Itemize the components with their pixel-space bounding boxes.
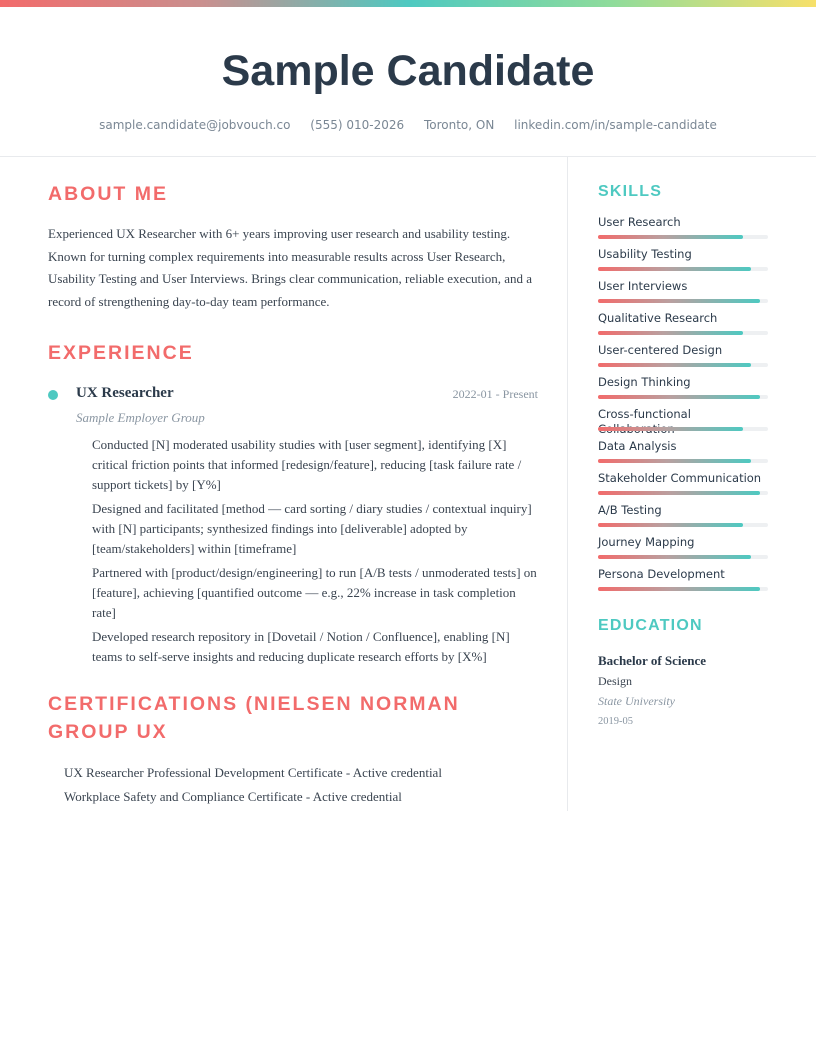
education-degree: Bachelor of Science <box>598 653 707 668</box>
skill-name: Cross-functional <box>598 407 691 421</box>
skill-level-track <box>598 587 768 591</box>
job-bullet: Partnered with [product/design/engineering] to run [A/B tests / unmoderated tests] on [feature], achieving [quantified outcome — e.g., 22% increase in task completion rate] <box>92 565 537 620</box>
job-title: UX Researcher <box>76 385 174 401</box>
skill-item <box>598 279 768 311</box>
skill-level-bar <box>598 363 751 367</box>
skill-name: User Research <box>598 215 681 229</box>
skill-level-bar <box>598 459 751 463</box>
skill-level-track <box>598 235 768 239</box>
about-text: Experienced UX Researcher with 6+ years improving user research and usability testing. Known for turning complex requirements into measurable results across User Research, Usability Testing and User Interviews. Brings clear communication, reliable execution, and a record of strengthening day-to-day team performance. <box>48 226 533 309</box>
skill-level-bar <box>598 587 760 591</box>
skill-item <box>598 247 768 279</box>
skill-name: Persona Development <box>598 567 725 581</box>
skill-level-bar <box>598 331 743 335</box>
skill-level-track <box>598 395 768 399</box>
candidate-name: Sample Candidate <box>221 47 595 95</box>
education-school: State University <box>598 694 675 708</box>
resume-header <box>0 7 816 157</box>
certifications-section-title: CERTIFICATIONS (NIELSEN NORMAN GROUP UX <box>48 693 460 743</box>
education-date: 2019-05 <box>598 716 633 727</box>
skill-name: Stakeholder Communication <box>598 471 762 485</box>
certifications-list <box>64 763 534 811</box>
skill-name: A/B Testing <box>598 503 662 517</box>
skill-item <box>598 503 768 535</box>
about-section-title: ABOUT ME <box>48 183 168 205</box>
skill-level-track <box>598 523 768 527</box>
skills-list <box>598 215 768 599</box>
skill-name: Data Analysis <box>598 439 677 453</box>
skill-level-track <box>598 427 768 431</box>
skill-level-bar <box>598 395 760 399</box>
job-date: 2022-01 - Present <box>452 387 538 401</box>
skill-item <box>598 375 768 407</box>
skill-level-bar <box>598 523 743 527</box>
skill-level-track <box>598 459 768 463</box>
skill-level-track <box>598 267 768 271</box>
top-gradient-bar <box>0 0 816 7</box>
column-divider <box>567 157 568 811</box>
contact-email[interactable]: sample.candidate@jobvouch.co <box>99 118 291 132</box>
skill-name: Usability Testing <box>598 247 692 261</box>
skill-name: Qualitative Research <box>598 311 718 325</box>
skill-item <box>598 535 768 567</box>
skill-level-bar <box>598 267 751 271</box>
job-employer: Sample Employer Group <box>76 410 205 425</box>
skill-level-track <box>598 491 768 495</box>
skill-item <box>598 215 768 247</box>
contact-location: Toronto, ON <box>423 118 495 132</box>
contact-line <box>0 118 816 132</box>
skill-name: Design Thinking <box>598 375 691 389</box>
timeline-dot <box>48 390 58 400</box>
job-bullet: Conducted [N] moderated usability studies with [user segment], identifying [X] critical friction points that informed [redesign/feature], reducing [task failure rate / support tickets] by [Y%] <box>92 437 522 492</box>
skill-level-bar <box>598 235 743 239</box>
skill-level-track <box>598 363 768 367</box>
skill-item <box>598 311 768 343</box>
skill-level-bar <box>598 427 743 431</box>
skills-section-title: SKILLS <box>598 183 663 200</box>
skill-name: User Interviews <box>598 279 688 293</box>
skill-item <box>598 343 768 375</box>
skill-item <box>598 471 768 503</box>
contact-phone: (555) 010-2026 <box>310 118 405 132</box>
job-bullet: Developed research repository in [Dovetail / Notion / Confluence], enabling [N] teams to self-serve insights and reducing duplicate research efforts by [X%] <box>92 629 510 664</box>
skill-item <box>598 567 768 599</box>
skill-level-bar <box>598 491 760 495</box>
education-entry <box>598 651 768 732</box>
certification-item: UX Researcher Professional Development Certificate - Active credential <box>64 765 442 780</box>
certification-item: Workplace Safety and Compliance Certificate - Active credential <box>64 789 402 804</box>
experience-section-title: EXPERIENCE <box>48 342 194 364</box>
skill-name: Journey Mapping <box>598 535 695 549</box>
education-field: Design <box>598 674 632 688</box>
skill-level-track <box>598 555 768 559</box>
skill-level-track <box>598 331 768 335</box>
education-section-title: EDUCATION <box>598 617 703 634</box>
skill-level-bar <box>598 555 751 559</box>
contact-linkedin[interactable]: linkedin.com/in/sample-candidate <box>514 118 717 132</box>
skill-level-bar <box>598 299 760 303</box>
skill-item <box>598 439 768 471</box>
skill-name: User-centered Design <box>598 343 723 357</box>
job-bullet: Designed and facilitated [method — card sorting / diary studies / contextual inquiry] with [N] participants; synthesized findings into [deliverable] adopted by [team/stakeholders] within [timeframe] <box>92 501 532 556</box>
skill-level-track <box>598 299 768 303</box>
job-bullets <box>92 435 538 671</box>
skill-item <box>598 407 768 439</box>
